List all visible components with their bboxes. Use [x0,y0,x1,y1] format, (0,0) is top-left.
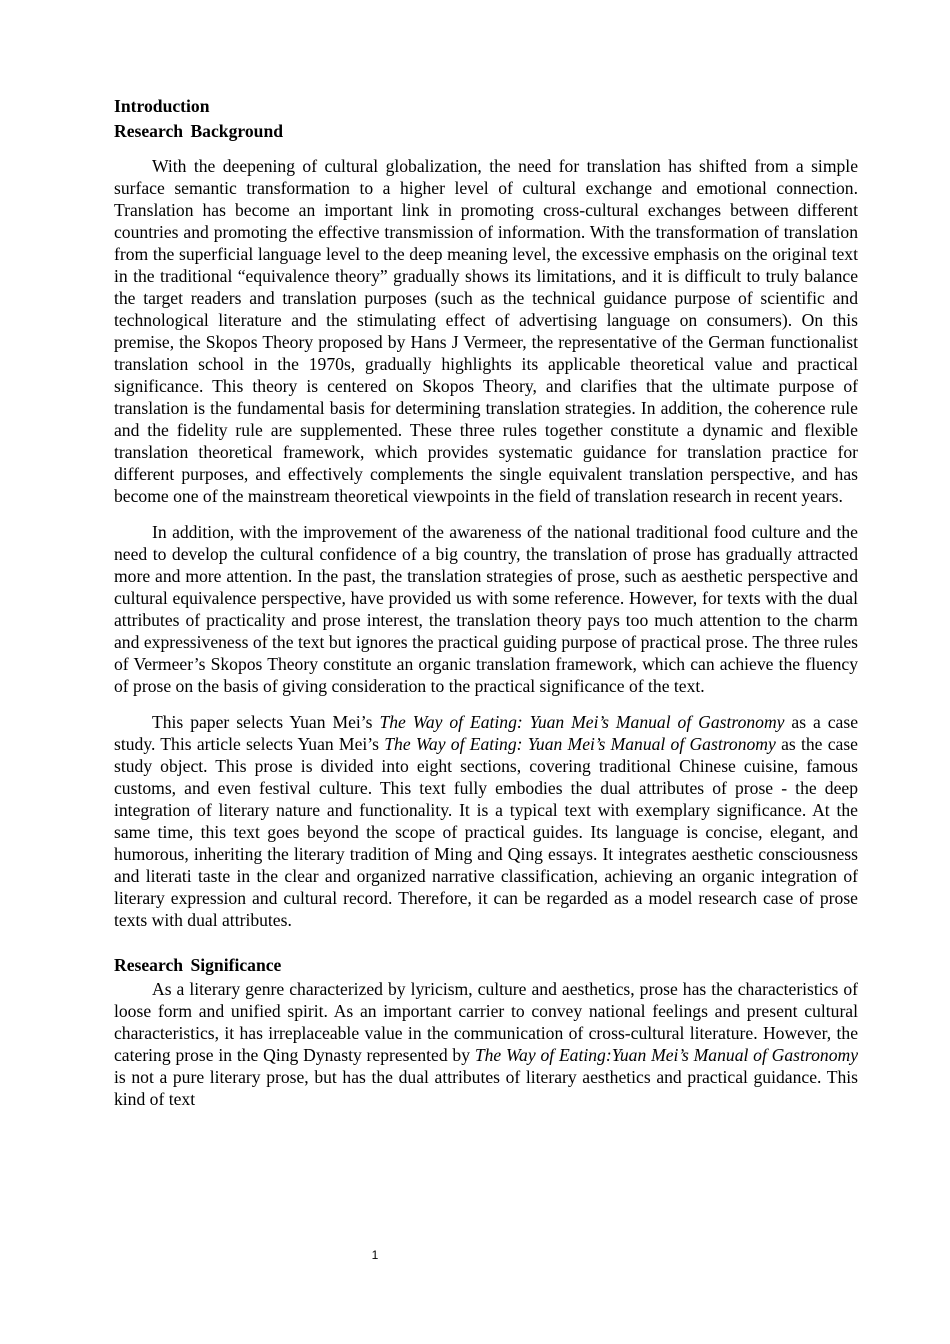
heading-research-significance: Research Significance [114,955,282,975]
book-title: The Way of Eating: Yuan Mei’s Manual of Gastronomy [379,712,785,732]
page-number: 1 [371,1248,379,1262]
document-body [114,94,858,1110]
paragraph-text-run: as a case study. This article selects Yuan Mei’s [114,712,859,754]
paragraph-text-run: This paper selects Yuan Mei’s [152,712,380,732]
paragraph-text-run: as the case study object. This prose is divided into eight sections, covering traditional Chinese cuisine, famous customs, and even festival culture. This text fully embodies the dual attributes of prose - the deep integration of literary nature and functionality. It is a typical text with exemplary significance. At the same time, this text goes beyond the scope of practical guides. Its language is concise, elegant, and humorous, inheriting the literary tradition of Ming and Qing essays. It integrates aesthetic consciousness and literati taste in the clear and organized narrative classification, achieving an organic integration of literary expression and cultural record. Therefore, it can be regarded as a model research case of prose texts with dual attributes. [114,734,858,930]
heading-research-background: Research Background [114,121,284,141]
book-title: The Way of Eating: Yuan Mei’s Manual of Gastronomy [384,734,776,754]
paragraph-significance-1 [114,978,858,1110]
paragraph-background-2: In addition, with the improvement of the awareness of the national traditional food culture and the need to develop the cultural confidence of a big country, the translation of prose has gradually attracted more and more attention. In the past, the translation strategies of prose, such as aesthetic perspective and cultural equivalence perspective, have provided us with some reference. However, for texts with the dual attributes of practicality and prose interest, the translation theory pays too much attention to the charm and expressiveness of the text but ignores the practical guiding purpose of practical prose. The three rules of Vermeer’s Skopos Theory constitute an organic translation framework, which can achieve the fluency of prose on the basis of giving consideration to the practical significance of the text. [114,522,858,696]
book-title: The Way of Eating:Yuan Mei’s Manual of Gastronomy [474,1045,858,1065]
paragraph-background-1: With the deepening of cultural globalization, the need for translation has shifted from a simple surface semantic transformation to a higher level of cultural exchange and emotional connection. Translation has become an important link in promoting cross-cultural exchanges between different countries and promoting the effective transmission of information. With the transformation of translation from the superficial language level to the deep meaning level, the excessive emphasis on the original text in the traditional “equivalence theory” gradually shows its limitations, and it is difficult to truly balance the target readers and translation purposes (such as the technical guidance purpose of scientific and technological literature and the stimulating effect of advertising language on consumers). On this premise, the Skopos Theory proposed by Hans J Vermeer, the representative of the German functionalist translation school in the 1970s, gradually highlights its applicable theoretical value and practical significance. This theory is centered on Skopos Theory, and clarifies that the ultimate purpose of translation is the fundamental basis for determining translation strategies. In addition, the coherence rule and the fidelity rule are supplemented. These three rules together constitute a dynamic and flexible translation theoretical framework, which provides systematic guidance for translation practice for different purposes, and effectively complements the single equivalent translation perspective, and has become one of the mainstream theoretical viewpoints in the field of translation research in recent years. [114,156,858,506]
heading-introduction: Introduction [114,96,210,116]
paragraph-text-run: As a literary genre characterized by lyricism, culture and aesthetics, prose has the characteristics of loose form and unified spirit. As an important carrier to convey national feelings and present cultural characteristics, it has irreplaceable value in the communication of cross-cultural literature. However, the catering prose in the Qing Dynasty represented by [114,979,858,1065]
paragraph-background-3 [114,711,858,931]
paragraph-text-run: is not a pure literary prose, but has the dual attributes of literary aesthetics and practical guidance. This kind of text [114,1067,858,1109]
